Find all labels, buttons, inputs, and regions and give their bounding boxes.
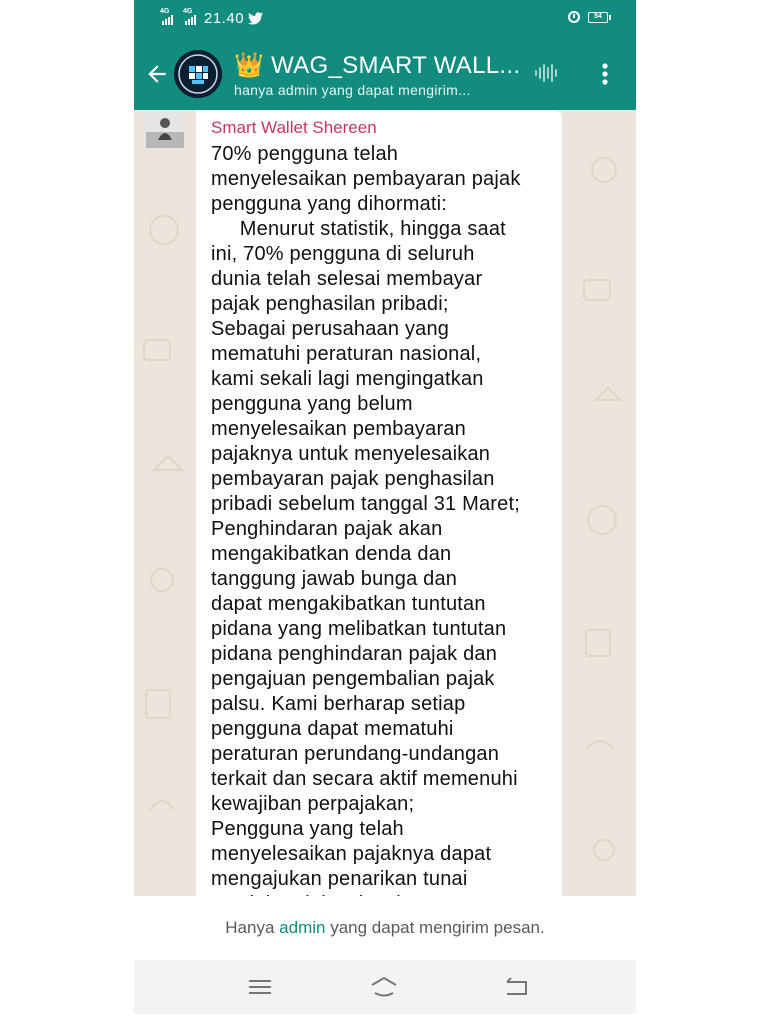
message-line: dunia telah selesai membayar [211,268,483,290]
message-line: pengguna yang dihormati: [211,193,448,215]
message-line: pengguna yang belum [211,393,413,415]
message-line: mengakibatkan denda dan [211,543,452,565]
twitter-icon [248,12,263,25]
group-title[interactable] [234,51,520,80]
message-line: pengguna dapat mematuhi [211,718,454,740]
chat-header[interactable] [134,37,636,110]
battery-icon: 54 [588,12,608,23]
message-line: pidana penghindaran pajak dan [211,643,498,665]
status-time: 21.40 [204,10,245,27]
admin-only-notice [134,896,636,960]
hamburger-icon[interactable] [245,974,275,1000]
navigation-bar [134,960,636,1014]
message-line: pajaknya untuk menyelesaikan [211,443,491,465]
message-line: mengajukan penarikan tunai [211,868,468,890]
message-line: tanggung jawab bunga dan [211,568,458,590]
status-bar [134,0,636,37]
notice-prefix: Hanya [225,918,280,937]
message-line: kewajiban perpajakan; [211,793,415,815]
message-line: Pengguna yang telah [211,818,404,840]
crown-icon: 👑 [234,52,265,79]
message-line: ini, 70% pengguna di seluruh [211,243,475,265]
message-line: pembayaran pajak penghasilan [211,468,495,490]
sender-avatar[interactable] [146,110,184,148]
message-line: menyelesaikan pembayaran [211,418,466,440]
message-text [211,142,550,917]
message-line: dapat mengakibatkan tuntutan [211,593,486,615]
sender-photo [146,110,184,148]
message-line: menyelesaikan pajaknya dapat [211,843,492,865]
more-vert-icon[interactable] [596,61,614,87]
network-type-2: 4G [183,7,193,15]
sender-name[interactable]: Smart Wallet Shereen [211,118,377,137]
message-line: Sebagai perusahaan yang [211,318,450,340]
alarm-icon [568,11,580,23]
message-line: Penghindaran pajak akan [211,518,443,540]
phone-screen [134,0,636,1014]
signal-icon [160,7,173,25]
admin-link[interactable]: admin [279,918,326,937]
arrow-back-icon[interactable] [144,61,170,87]
message-line: pengajuan pengembalian pajak [211,668,495,690]
message-line: palsu. Kami berharap setiap [211,693,466,715]
voice-call-icon[interactable] [534,62,558,84]
notice-suffix: yang dapat mengirim pesan. [325,918,545,937]
message-line: terkait dan secara aktif memenuhi [211,768,518,790]
group-logo-icon [174,50,222,98]
group-avatar[interactable] [174,50,222,98]
return-icon[interactable] [501,974,531,1000]
message-line: Menurut statistik, hingga saat [211,218,506,240]
message-line: 70% pengguna telah [211,143,399,165]
network-type-1: 4G [160,7,170,15]
message-bubble[interactable] [196,110,562,910]
message-line: mematuhi peraturan nasional, [211,343,482,365]
group-subtitle: hanya admin yang dapat mengirim... [234,82,471,98]
home-icon[interactable] [369,974,399,1000]
chat-area[interactable] [134,110,636,896]
message-line: menyelesaikan pembayaran pajak [211,168,521,190]
message-line: pajak penghasilan pribadi; [211,293,449,315]
message-line: peraturan perundang-undangan [211,743,500,765]
group-title-text: WAG_SMART WALL... [271,52,521,79]
message-line: pribadi sebelum tanggal 31 Maret; [211,493,521,515]
message-line: pidana yang melibatkan tuntutan [211,618,507,640]
message-line: kami sekali lagi mengingatkan [211,368,484,390]
signal-icon-2 [183,7,196,25]
